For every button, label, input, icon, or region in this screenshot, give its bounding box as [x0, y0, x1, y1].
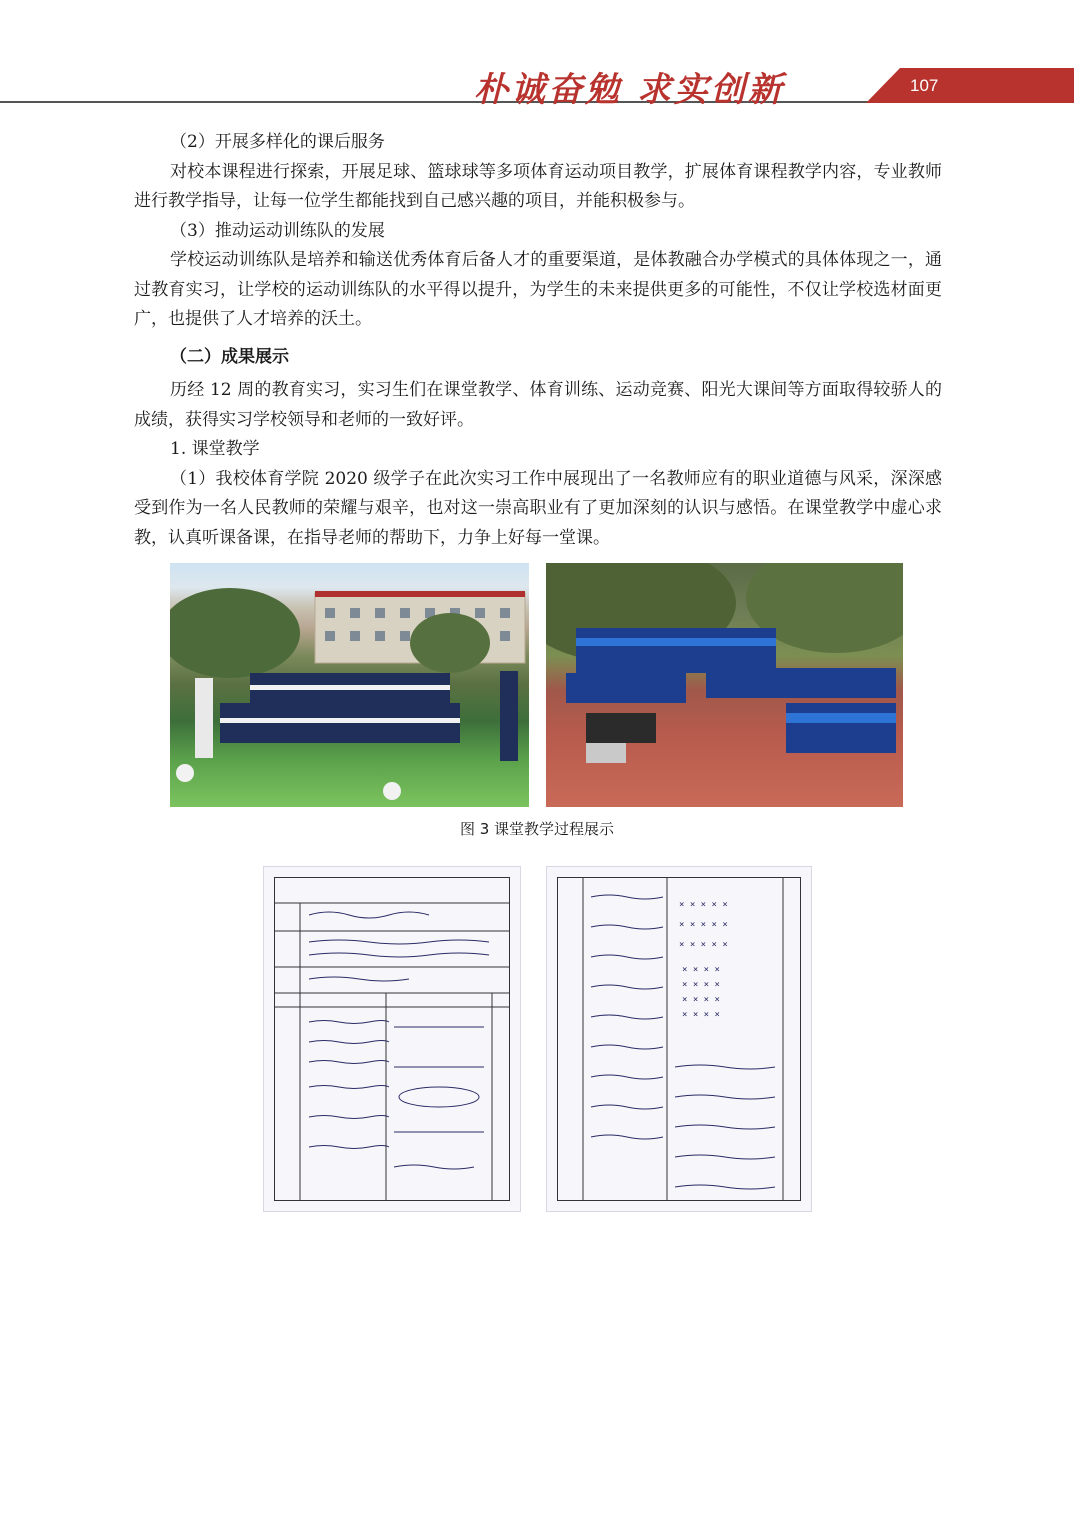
paragraph-after-school: 对校本课程进行探索，开展足球、篮球球等多项体育运动项目教学，扩展体育课程教学内容，专业教师进行教学指导，让每一位学生都能找到自己感兴趣的项目，并能积极参与。	[134, 161, 942, 211]
paragraph-classroom-heading: 1. 课堂教学	[170, 439, 260, 459]
paragraph-classroom: （1）我校体育学院 2020 级学子在此次实习工作中展现出了一名教师应有的职业道德与风采，深深感受到作为一名人民教师的荣耀与艰辛，也对这一崇高职业有了更加深刻的认识与感悟。在课堂教学中虚心求教，认真听课备课，在指导老师的帮助下，力争上好每一堂课。	[134, 468, 942, 548]
paragraph-results: 历经 12 周的教育实习，实习生们在课堂教学、体育训练、运动竞赛、阳光大课间等方面取得较骄人的成绩，获得实习学校领导和老师的一致好评。	[134, 380, 942, 430]
main-content	[134, 128, 942, 553]
lesson-plan-scan-left	[263, 866, 521, 1212]
header-motto: 朴诚奋勉 求实创新	[474, 70, 785, 110]
page-number: 107	[910, 76, 939, 95]
svg-text:× × × ×: × × × ×	[682, 1010, 720, 1020]
lesson-plan-scan-right	[546, 866, 812, 1212]
section-heading: （二）成果展示	[170, 346, 289, 367]
photo-track-activity	[546, 563, 903, 807]
svg-text:× × × ×: × × × ×	[682, 965, 720, 975]
svg-text:× × × ×: × × × ×	[682, 980, 720, 990]
page-number-tab	[866, 68, 1074, 103]
svg-text:× × × × ×: × × × × ×	[679, 940, 728, 950]
svg-text:× × × × ×: × × × × ×	[679, 900, 728, 910]
svg-text:× × × × ×: × × × × ×	[679, 920, 728, 930]
photo-class-group	[170, 563, 529, 807]
paragraph-training-team: 学校运动训练队是培养和输送优秀体育后备人才的重要渠道，是体教融合办学模式的具体体现之一，通过教育实习，让学校的运动训练队的水平得以提升，为学生的未来提供更多的可能性，不仅让学校选材面更广，也提供了人才培养的沃土。	[134, 250, 942, 329]
svg-text:× × × ×: × × × ×	[682, 995, 720, 1005]
figure-caption: 图 3 课堂教学过程展示	[459, 820, 615, 838]
paragraph-subheading-2: （2）开展多样化的课后服务	[170, 132, 385, 152]
paragraph-subheading-3: （3）推动运动训练队的发展	[170, 220, 385, 241]
